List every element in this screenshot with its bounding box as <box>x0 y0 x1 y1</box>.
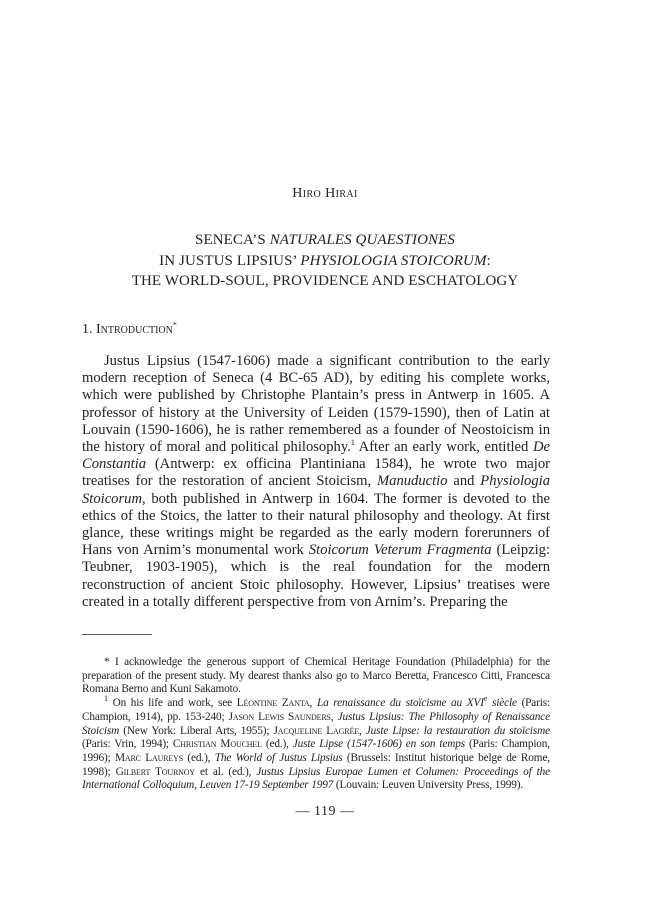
note-span: , <box>358 724 366 737</box>
section-number: 1. <box>82 322 96 337</box>
title-text: SENECA’S <box>195 232 270 248</box>
note-span: (ed.), <box>261 738 293 751</box>
footnotes <box>82 656 550 793</box>
note-span: (Paris: Champion, 1914), pp. 153-240; <box>82 697 551 723</box>
section-heading <box>82 322 177 338</box>
article-title <box>0 230 650 292</box>
note-span: (Louvain: Leuven University Press, 1999). <box>333 779 524 792</box>
footnote-reference: 1 <box>350 438 355 448</box>
note-span: (New York: Liberal Arts, 1955); <box>119 724 274 737</box>
note-italic: The World of Justus Lipsius <box>214 751 343 764</box>
note-span: (Paris: Champion, 1996); <box>82 738 550 764</box>
body-span: , both published in Antwerp in 1604. The former is devoted to the ethics of the Stoics, the latter to their natural philosophy and theology. At first glance, these writings might be regarded as the early modern forerunners of Hans von Arnim’s monumental work <box>82 490 550 559</box>
note-author: Gilbert Tournoy <box>115 765 196 778</box>
footnote-number: 1 <box>104 694 108 704</box>
note-superscript: e <box>483 694 488 704</box>
note-author: Léontine Zanta <box>236 697 310 710</box>
body-italic: Manuductio <box>376 473 448 490</box>
footnote-1 <box>82 694 551 793</box>
body-italic: Stoicorum Veterum Fragmenta <box>308 542 492 559</box>
note-italic: siècle <box>487 697 517 710</box>
body-span: (Antwerp: ex officina Plantiniana 1584), he wrote two major treatises for the restoration of ancient Stoicism, <box>82 456 550 490</box>
title-line-3: THE WORLD-SOUL, PROVIDENCE AND ESCHATOLOGY <box>131 273 519 289</box>
body-span: After an early work, entitled <box>354 439 533 456</box>
note-italic: Justus Lipsius: The Philosophy of Renaissance Stoicism <box>82 710 550 737</box>
body-span: and <box>447 473 481 490</box>
note-span: (ed.), <box>183 751 215 764</box>
section-title: Introduction <box>96 322 173 337</box>
body-italic: De Constantia <box>82 439 550 473</box>
body-span: (Leipzig: Teubner, 1903-1905), which is the real foundation for the modern reconstruction of ancient Stoic philosophy. However, Lipsius’ treatises were created in a totally different perspective from von Arnim’s. Preparing the <box>82 542 550 610</box>
section-footnote-mark: * <box>172 320 177 330</box>
note-italic: La renaissance du stoïcisme au XVI <box>316 697 484 710</box>
note-span: On his life and work, see <box>107 697 237 710</box>
body-italic: Physiologia Stoicorum <box>82 473 551 507</box>
page-number: — 119 — <box>295 804 355 819</box>
note-italic: Justus Lipsius Europae Lumen et Columen: Proceedings of the International Colloquium, Leuven 17-19 September 1997 <box>82 765 550 792</box>
note-span: (Brussels: Institut historique belge de Rome, 1998); <box>82 751 550 778</box>
author-name: Hiro Hirai <box>292 186 358 201</box>
note-italic: Juste Lipse: la restauration du stoïcisme <box>365 724 550 737</box>
title-line-1 <box>0 230 650 251</box>
note-span: (Paris: Vrin, 1994); <box>82 738 173 751</box>
note-span: , <box>309 697 317 710</box>
note-italic: Juste Lipse (1547-1606) en son temps <box>292 738 465 751</box>
footnote-acknowledgement: * I acknowledge the generous support of Chemical Heritage Foundation (Philadelphia) for the preparation of the present study. My dearest thanks also go to Marco Beretta, Francesco Citti, Francesca Romana Berno and Kuni Sakamoto. <box>82 656 550 696</box>
note-author: Christian Mouchel <box>172 738 262 751</box>
title-italic-text: NATURALES QUAESTIONES <box>269 232 455 248</box>
title-italic-text: PHYSIOLOGIA STOICORUM <box>300 252 487 269</box>
body-paragraph <box>82 353 550 611</box>
body-span: Justus Lipsius (1547-1606) made a significant contribution to the early modern reception of Seneca (4 BC-65 AD), by editing his complete works, which were published by Christophe Plantain’s press in Antwerp in 1605. A professor of history at the University of Leiden (1579-1590), then of Latin at Louvain (1590-1606), he is rather remembered as a founder of Neostoicism in the history of moral and political philosophy. <box>82 353 550 456</box>
note-author: Marc Laureys <box>114 751 184 764</box>
body-text <box>82 353 550 611</box>
title-line-2 <box>0 251 650 272</box>
note-span: et al. (ed.), <box>195 765 257 778</box>
note-author: Jacqueline Lagrée <box>273 724 359 737</box>
note-author: Jason Lewis Saunders <box>228 710 331 723</box>
title-text: IN JUSTUS LIPSIUS’ <box>159 252 301 269</box>
footnote-divider <box>82 634 152 635</box>
note-span: , <box>330 710 338 723</box>
title-text: : <box>486 252 491 269</box>
